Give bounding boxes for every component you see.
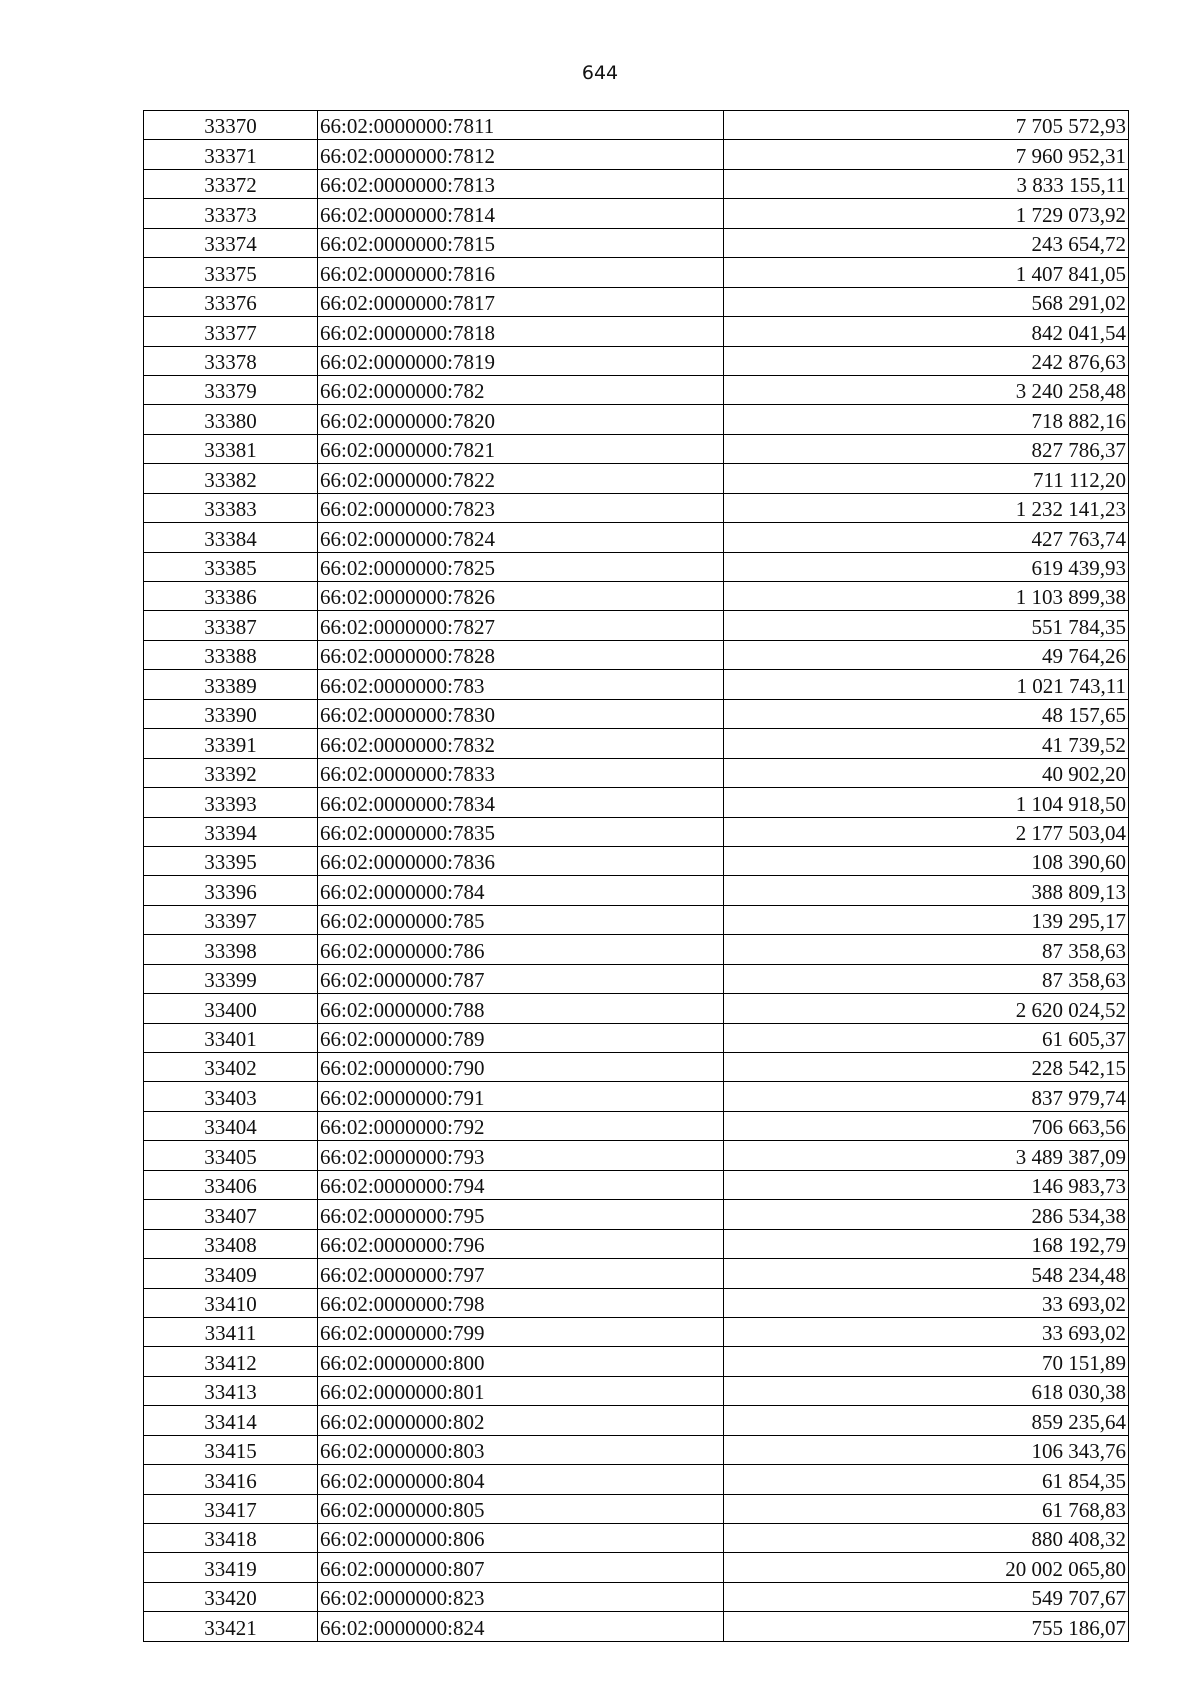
value-cell: 33 693,02 [724,1317,1129,1346]
table-row [144,464,1129,493]
cadastral-number-cell: 66:02:0000000:7815 [318,228,724,257]
cadastral-number-cell: 66:02:0000000:784 [318,876,724,905]
cadastral-number-cell: 66:02:0000000:794 [318,1170,724,1199]
value-cell: 837 979,74 [724,1082,1129,1111]
row-number-cell: 33382 [144,464,318,493]
table-row [144,1612,1129,1641]
cadastral-number-cell: 66:02:0000000:783 [318,670,724,699]
value-cell: 755 186,07 [724,1612,1129,1641]
table-row [144,1111,1129,1140]
row-number-cell: 33406 [144,1170,318,1199]
value-cell: 49 764,26 [724,640,1129,669]
row-number-cell: 33411 [144,1317,318,1346]
row-number-cell: 33384 [144,523,318,552]
value-cell: 2 177 503,04 [724,817,1129,846]
table-row [144,169,1129,198]
table-row [144,1582,1129,1611]
cadastral-number-cell: 66:02:0000000:7828 [318,640,724,669]
row-number-cell: 33417 [144,1494,318,1523]
cadastral-number-cell: 66:02:0000000:803 [318,1435,724,1464]
registry-table [143,110,1129,1642]
row-number-cell: 33394 [144,817,318,846]
cadastral-number-cell: 66:02:0000000:788 [318,994,724,1023]
row-number-cell: 33380 [144,405,318,434]
table-row [144,1023,1129,1052]
value-cell: 880 408,32 [724,1524,1129,1553]
cadastral-number-cell: 66:02:0000000:793 [318,1141,724,1170]
row-number-cell: 33374 [144,228,318,257]
table-row [144,1406,1129,1435]
cadastral-number-cell: 66:02:0000000:7818 [318,317,724,346]
row-number-cell: 33399 [144,964,318,993]
row-number-cell: 33375 [144,258,318,287]
cadastral-number-cell: 66:02:0000000:804 [318,1465,724,1494]
cadastral-number-cell: 66:02:0000000:7821 [318,434,724,463]
row-number-cell: 33402 [144,1053,318,1082]
table-row [144,994,1129,1023]
row-number-cell: 33383 [144,493,318,522]
table-row [144,1141,1129,1170]
cadastral-number-cell: 66:02:0000000:7812 [318,140,724,169]
value-cell: 618 030,38 [724,1376,1129,1405]
cadastral-number-cell: 66:02:0000000:7833 [318,758,724,787]
cadastral-number-cell: 66:02:0000000:7813 [318,169,724,198]
row-number-cell: 33385 [144,552,318,581]
value-cell: 87 358,63 [724,935,1129,964]
value-cell: 711 112,20 [724,464,1129,493]
cadastral-number-cell: 66:02:0000000:7822 [318,464,724,493]
table-row [144,1053,1129,1082]
table-row [144,1200,1129,1229]
row-number-cell: 33386 [144,582,318,611]
table-row [144,493,1129,522]
row-number-cell: 33391 [144,729,318,758]
cadastral-number-cell: 66:02:0000000:7816 [318,258,724,287]
value-cell: 706 663,56 [724,1111,1129,1140]
row-number-cell: 33388 [144,640,318,669]
row-number-cell: 33381 [144,434,318,463]
table-row [144,876,1129,905]
registry-table-body [144,111,1129,1642]
value-cell: 61 854,35 [724,1465,1129,1494]
table-row [144,1553,1129,1582]
row-number-cell: 33420 [144,1582,318,1611]
value-cell: 243 654,72 [724,228,1129,257]
row-number-cell: 33398 [144,935,318,964]
table-row [144,1524,1129,1553]
cadastral-number-cell: 66:02:0000000:799 [318,1317,724,1346]
table-row [144,287,1129,316]
value-cell: 61 605,37 [724,1023,1129,1052]
value-cell: 1 103 899,38 [724,582,1129,611]
row-number-cell: 33377 [144,317,318,346]
table-row [144,964,1129,993]
value-cell: 41 739,52 [724,729,1129,758]
table-row [144,788,1129,817]
cadastral-number-cell: 66:02:0000000:7826 [318,582,724,611]
cadastral-number-cell: 66:02:0000000:7814 [318,199,724,228]
row-number-cell: 33419 [144,1553,318,1582]
row-number-cell: 33379 [144,375,318,404]
value-cell: 48 157,65 [724,699,1129,728]
value-cell: 168 192,79 [724,1229,1129,1258]
cadastral-number-cell: 66:02:0000000:789 [318,1023,724,1052]
cadastral-number-cell: 66:02:0000000:782 [318,375,724,404]
value-cell: 568 291,02 [724,287,1129,316]
value-cell: 20 002 065,80 [724,1553,1129,1582]
table-row [144,611,1129,640]
row-number-cell: 33395 [144,846,318,875]
cadastral-number-cell: 66:02:0000000:7834 [318,788,724,817]
table-row [144,905,1129,934]
row-number-cell: 33415 [144,1435,318,1464]
table-row [144,111,1129,140]
table-row [144,1259,1129,1288]
value-cell: 2 620 024,52 [724,994,1129,1023]
value-cell: 3 240 258,48 [724,375,1129,404]
table-row [144,817,1129,846]
row-number-cell: 33414 [144,1406,318,1435]
cadastral-number-cell: 66:02:0000000:797 [318,1259,724,1288]
row-number-cell: 33421 [144,1612,318,1641]
value-cell: 1 232 141,23 [724,493,1129,522]
table-row [144,846,1129,875]
value-cell: 427 763,74 [724,523,1129,552]
table-row [144,670,1129,699]
row-number-cell: 33371 [144,140,318,169]
cadastral-number-cell: 66:02:0000000:805 [318,1494,724,1523]
row-number-cell: 33404 [144,1111,318,1140]
table-row [144,1082,1129,1111]
table-row [144,552,1129,581]
table-row [144,228,1129,257]
cadastral-number-cell: 66:02:0000000:7820 [318,405,724,434]
value-cell: 3 833 155,11 [724,169,1129,198]
cadastral-number-cell: 66:02:0000000:796 [318,1229,724,1258]
row-number-cell: 33373 [144,199,318,228]
cadastral-number-cell: 66:02:0000000:7823 [318,493,724,522]
table-row [144,375,1129,404]
cadastral-number-cell: 66:02:0000000:7817 [318,287,724,316]
table-row [144,935,1129,964]
table-row [144,1347,1129,1376]
value-cell: 1 729 073,92 [724,199,1129,228]
table-row [144,405,1129,434]
value-cell: 1 021 743,11 [724,670,1129,699]
cadastral-number-cell: 66:02:0000000:7819 [318,346,724,375]
cadastral-number-cell: 66:02:0000000:823 [318,1582,724,1611]
value-cell: 7 705 572,93 [724,111,1129,140]
value-cell: 7 960 952,31 [724,140,1129,169]
value-cell: 40 902,20 [724,758,1129,787]
table-row [144,317,1129,346]
value-cell: 139 295,17 [724,905,1129,934]
row-number-cell: 33387 [144,611,318,640]
cadastral-number-cell: 66:02:0000000:800 [318,1347,724,1376]
cadastral-number-cell: 66:02:0000000:7811 [318,111,724,140]
value-cell: 718 882,16 [724,405,1129,434]
cadastral-number-cell: 66:02:0000000:786 [318,935,724,964]
row-number-cell: 33393 [144,788,318,817]
page-number: 644 [581,62,619,84]
value-cell: 61 768,83 [724,1494,1129,1523]
value-cell: 548 234,48 [724,1259,1129,1288]
cadastral-number-cell: 66:02:0000000:798 [318,1288,724,1317]
value-cell: 146 983,73 [724,1170,1129,1199]
table-row [144,1376,1129,1405]
cadastral-number-cell: 66:02:0000000:7825 [318,552,724,581]
value-cell: 228 542,15 [724,1053,1129,1082]
value-cell: 619 439,93 [724,552,1129,581]
table-row [144,729,1129,758]
cadastral-number-cell: 66:02:0000000:7835 [318,817,724,846]
value-cell: 286 534,38 [724,1200,1129,1229]
table-row [144,699,1129,728]
row-number-cell: 33397 [144,905,318,934]
table-row [144,346,1129,375]
row-number-cell: 33378 [144,346,318,375]
table-row [144,640,1129,669]
value-cell: 33 693,02 [724,1288,1129,1317]
value-cell: 1 407 841,05 [724,258,1129,287]
row-number-cell: 33416 [144,1465,318,1494]
table-row [144,523,1129,552]
table-row [144,1435,1129,1464]
value-cell: 551 784,35 [724,611,1129,640]
table-row [144,1288,1129,1317]
cadastral-number-cell: 66:02:0000000:795 [318,1200,724,1229]
cadastral-number-cell: 66:02:0000000:792 [318,1111,724,1140]
table-row [144,1317,1129,1346]
row-number-cell: 33405 [144,1141,318,1170]
value-cell: 106 343,76 [724,1435,1129,1464]
table-row [144,1465,1129,1494]
value-cell: 842 041,54 [724,317,1129,346]
row-number-cell: 33410 [144,1288,318,1317]
table-row [144,434,1129,463]
cadastral-number-cell: 66:02:0000000:7832 [318,729,724,758]
table-row [144,1494,1129,1523]
value-cell: 388 809,13 [724,876,1129,905]
cadastral-number-cell: 66:02:0000000:7827 [318,611,724,640]
row-number-cell: 33376 [144,287,318,316]
row-number-cell: 33401 [144,1023,318,1052]
cadastral-number-cell: 66:02:0000000:785 [318,905,724,934]
value-cell: 87 358,63 [724,964,1129,993]
cadastral-number-cell: 66:02:0000000:824 [318,1612,724,1641]
value-cell: 70 151,89 [724,1347,1129,1376]
table-row [144,1170,1129,1199]
value-cell: 549 707,67 [724,1582,1129,1611]
row-number-cell: 33389 [144,670,318,699]
table-row [144,582,1129,611]
cadastral-number-cell: 66:02:0000000:7836 [318,846,724,875]
row-number-cell: 33400 [144,994,318,1023]
cadastral-number-cell: 66:02:0000000:7824 [318,523,724,552]
cadastral-number-cell: 66:02:0000000:806 [318,1524,724,1553]
row-number-cell: 33390 [144,699,318,728]
row-number-cell: 33409 [144,1259,318,1288]
value-cell: 108 390,60 [724,846,1129,875]
row-number-cell: 33413 [144,1376,318,1405]
row-number-cell: 33408 [144,1229,318,1258]
cadastral-number-cell: 66:02:0000000:7830 [318,699,724,728]
row-number-cell: 33418 [144,1524,318,1553]
table-row [144,199,1129,228]
row-number-cell: 33403 [144,1082,318,1111]
cadastral-number-cell: 66:02:0000000:802 [318,1406,724,1435]
value-cell: 827 786,37 [724,434,1129,463]
value-cell: 242 876,63 [724,346,1129,375]
cadastral-number-cell: 66:02:0000000:790 [318,1053,724,1082]
cadastral-number-cell: 66:02:0000000:801 [318,1376,724,1405]
table-row [144,140,1129,169]
row-number-cell: 33396 [144,876,318,905]
cadastral-number-cell: 66:02:0000000:787 [318,964,724,993]
value-cell: 859 235,64 [724,1406,1129,1435]
row-number-cell: 33392 [144,758,318,787]
table-row [144,758,1129,787]
value-cell: 3 489 387,09 [724,1141,1129,1170]
row-number-cell: 33370 [144,111,318,140]
cadastral-number-cell: 66:02:0000000:807 [318,1553,724,1582]
row-number-cell: 33407 [144,1200,318,1229]
cadastral-number-cell: 66:02:0000000:791 [318,1082,724,1111]
row-number-cell: 33412 [144,1347,318,1376]
table-row [144,1229,1129,1258]
value-cell: 1 104 918,50 [724,788,1129,817]
table-row [144,258,1129,287]
row-number-cell: 33372 [144,169,318,198]
